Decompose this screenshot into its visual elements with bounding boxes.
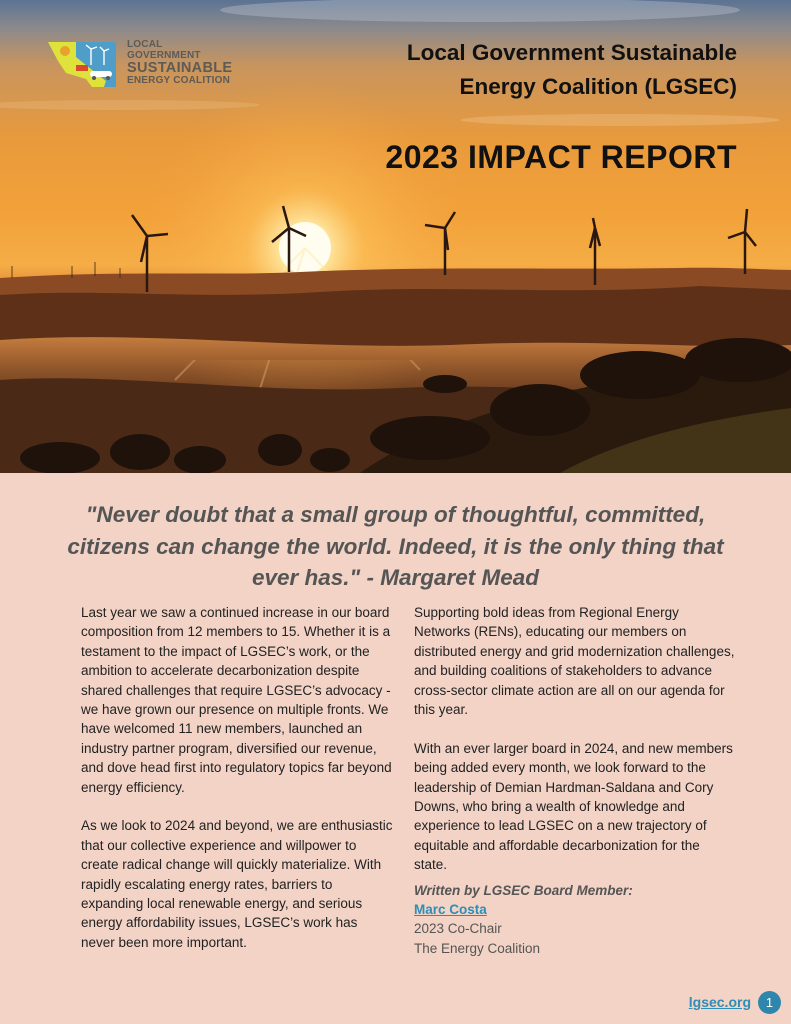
author-link[interactable]: Marc Costa bbox=[414, 902, 487, 918]
byline-label: Written by LGSEC Board Member: bbox=[414, 882, 633, 898]
right-column bbox=[414, 603, 736, 958]
logo-line-3: ENERGY COALITION bbox=[127, 75, 231, 87]
cover-photo bbox=[0, 0, 791, 473]
lgsec-logo[interactable] bbox=[46, 39, 231, 89]
california-wind-solar-logo-icon bbox=[46, 39, 118, 89]
featured-quote: "Never doubt that a small group of thoughtful, committed, citizens can change the world. Indeed, it is the only thing that ever has." - Margaret Mead bbox=[67, 502, 724, 590]
author-byline bbox=[414, 881, 736, 959]
left-column bbox=[81, 603, 393, 972]
organization-title bbox=[317, 36, 737, 104]
author-role: 2023 Co-Chair bbox=[414, 921, 502, 937]
paragraph: Supporting bold ideas from Regional Energy Networks (RENs), educating our members on distributed energy and grid modernization challenges, and building coalitions of stakeholders to advance cross-sector climate action are all on our agenda for this year. bbox=[414, 605, 735, 718]
paragraph: Last year we saw a continued increase in our board composition from 12 members to 15. Whether it is a testament to the impact of LGSEC’s work, or the ambition to accelerate decarbonization despite shared challenges that require LGSEC’s advocacy - we have grown our presence on multiple fronts. We have welcomed 11 new members, launched an industry partner program, diversified our revenue, and dove head first into regulatory topics far beyond energy efficiency. bbox=[81, 605, 392, 795]
logo-line-1: LOCAL GOVERNMENT bbox=[127, 39, 201, 61]
page-number-badge: 1 bbox=[758, 991, 781, 1014]
organization-title-line-2: Energy Coalition (LGSEC) bbox=[459, 74, 737, 99]
paragraph: As we look to 2024 and beyond, we are enthusiastic that our collective experience and willpower to create radical change will quickly materialize. With rapidly escalating energy rates, barriers to expanding local renewable energy, and serious energy affordability issues, LGSEC’s work has never been more important. bbox=[81, 818, 393, 950]
logo-line-2: SUSTAINABLE bbox=[127, 60, 233, 76]
author-organization: The Energy Coalition bbox=[414, 940, 541, 956]
report-title: 2023 IMPACT REPORT bbox=[385, 139, 737, 175]
logo-wordmark bbox=[127, 40, 237, 87]
website-link[interactable]: lgsec.org bbox=[688, 994, 751, 1010]
organization-title-line-1: Local Government Sustainable bbox=[406, 40, 737, 65]
paragraph: With an ever larger board in 2024, and new members being added every month, we look forward to the leadership of Demian Hardman-Saldana and Cory Downs, who bring a wealth of knowledge and experience to lead LGSEC on a new trajectory of equitable and affordable decarbonization for the state. bbox=[414, 740, 733, 873]
